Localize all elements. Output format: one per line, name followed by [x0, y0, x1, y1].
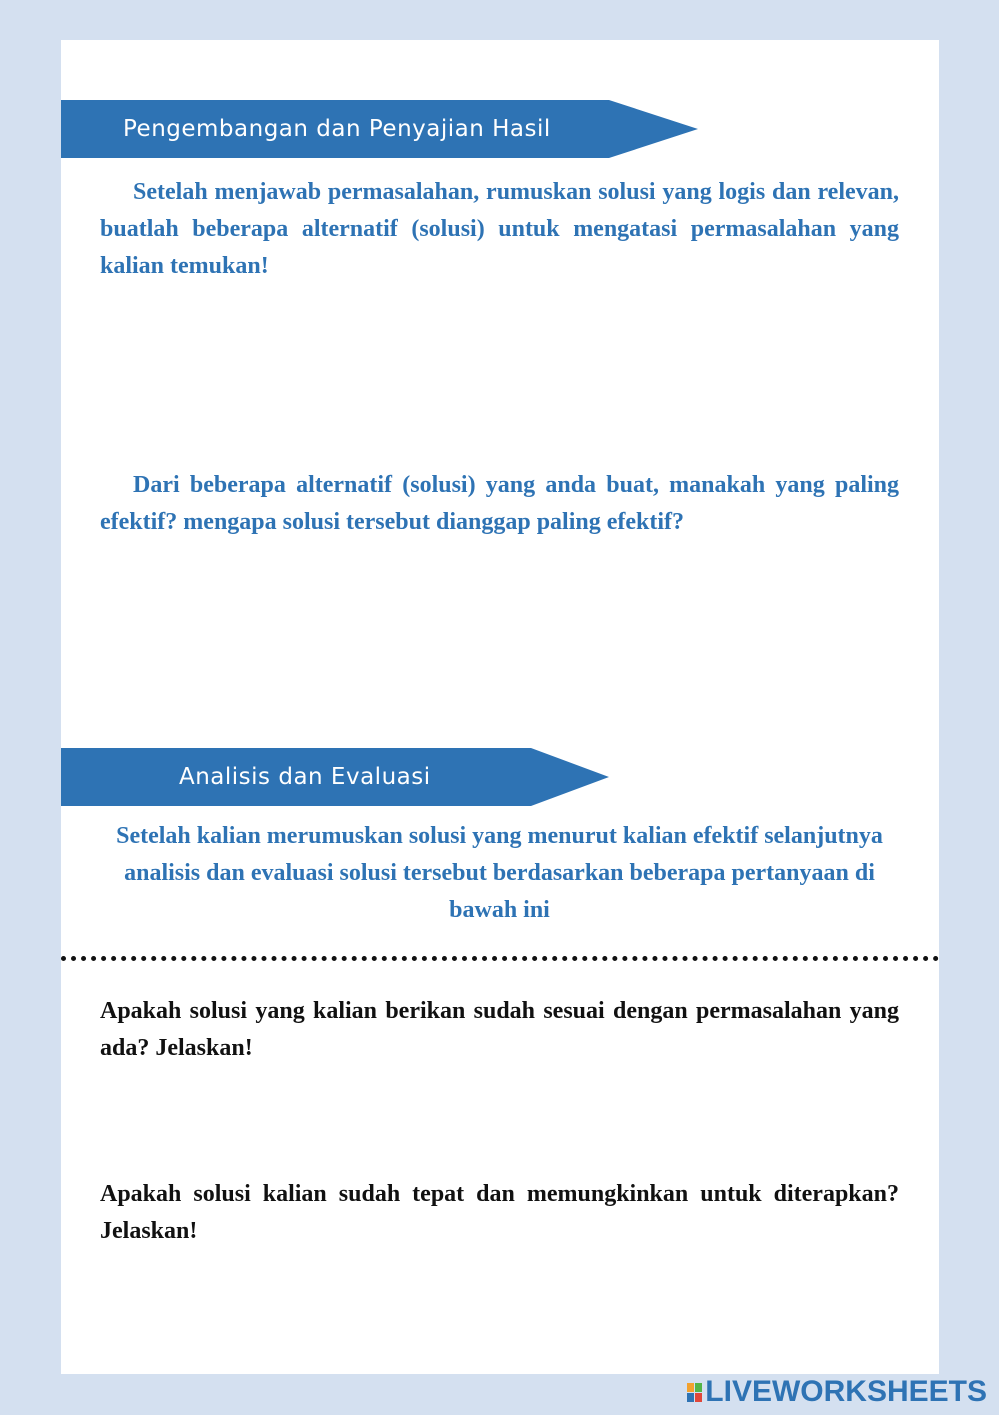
section-banner-pengembangan	[61, 100, 698, 158]
question-ketepatan-solusi: Apakah solusi kalian sudah tepat dan memungkinkan untuk diterapkan? Jelaskan!	[100, 1181, 899, 1244]
dotted-divider	[61, 956, 939, 961]
banner-title: Pengembangan dan Penyajian Hasil	[123, 116, 551, 142]
question-kesesuaian-solusi: Apakah solusi yang kalian berikan sudah sesuai dengan permasalahan yang ada? Jelaskan!	[100, 998, 899, 1061]
brand-name: LIVEWORKSHEETS	[705, 1375, 987, 1408]
liveworksheets-logo	[687, 1373, 987, 1411]
banner-title: Analisis dan Evaluasi	[179, 764, 431, 790]
section-banner-analisis	[61, 748, 609, 806]
prompt-alternatif-solusi: Setelah menjawab permasalahan, rumuskan solusi yang logis dan relevan, buatlah beberapa alternatif (solusi) untuk mengatasi permasalahan yang kalian temukan!	[100, 179, 899, 279]
analysis-intro: Setelah kalian merumuskan solusi yang menurut kalian efektif selanjutnya analisis dan evaluasi solusi tersebut berdasarkan beberapa pertanyaan di bawah ini	[116, 823, 883, 923]
prompt-solusi-efektif: Dari beberapa alternatif (solusi) yang anda buat, manakah yang paling efektif? mengapa solusi tersebut dianggap paling efektif?	[100, 472, 899, 535]
liveworksheets-logo-icon	[687, 1383, 702, 1402]
